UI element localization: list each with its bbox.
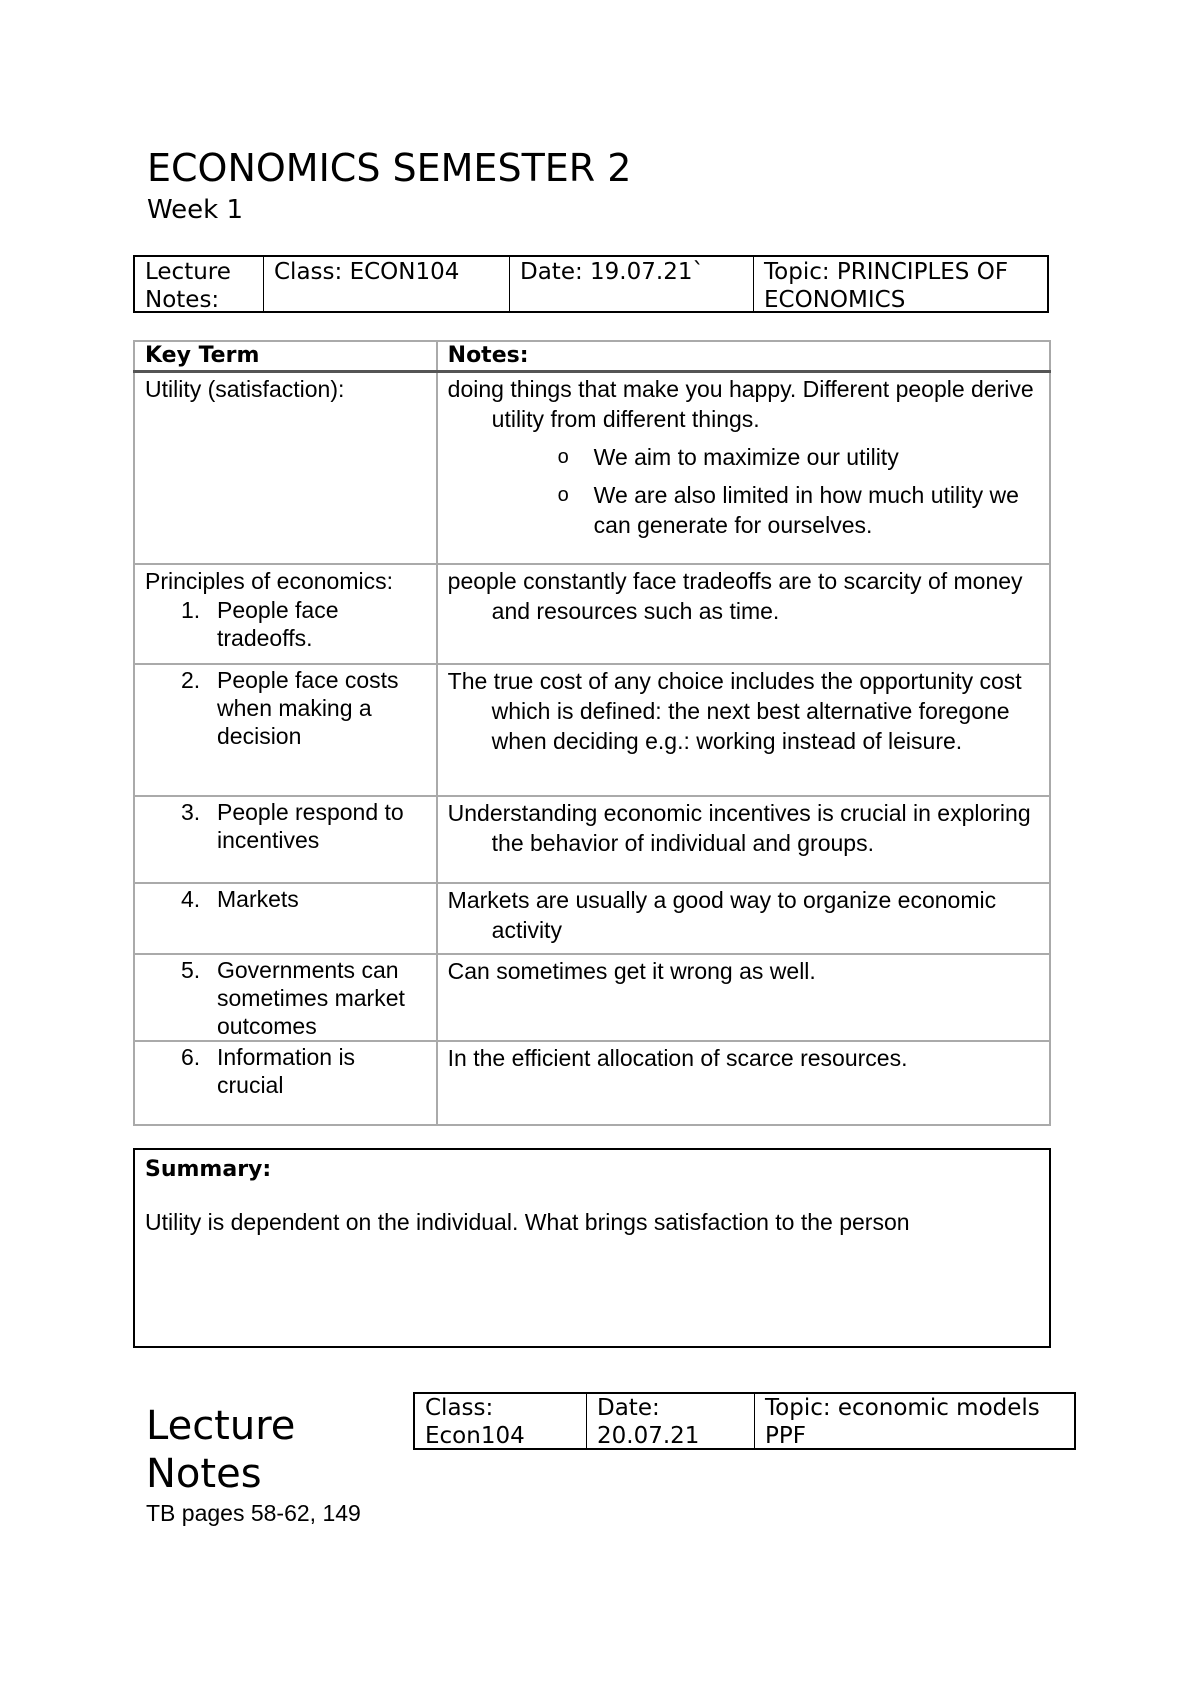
list-item <box>558 442 1039 472</box>
table-row <box>134 796 1050 883</box>
item-number: 6. <box>181 1043 201 1070</box>
summary-box <box>133 1148 1051 1348</box>
numbered-item <box>181 666 426 750</box>
summary-label: Summary: <box>145 1157 272 1182</box>
lecture-header-table <box>133 255 1049 313</box>
term-text: Governments can sometimes market outcomes <box>217 956 405 1039</box>
term-text: Markets <box>217 885 299 912</box>
note-text: The true cost of any choice includes the opportunity cost which is defined: the next best alternative foregone when deciding e.g.: working instead of leisure. <box>447 667 1022 754</box>
item-number: 3. <box>181 798 201 825</box>
table-row <box>134 564 1050 664</box>
term-text: Information is crucial <box>217 1043 356 1098</box>
note-text: Markets are usually a good way to organize economic activity <box>447 886 997 943</box>
numbered-item <box>181 596 426 652</box>
term-text: People respond to incentives <box>217 798 404 853</box>
term-cell <box>134 664 437 796</box>
term-cell <box>134 564 437 664</box>
key-term-header: Key Term <box>134 341 437 372</box>
hollow-circle-bullet-icon: o <box>557 484 569 506</box>
bullet-text: We aim to maximize our utility <box>593 444 899 470</box>
note-cell <box>437 1041 1050 1125</box>
table-row <box>134 1041 1050 1125</box>
note-cell <box>437 883 1050 954</box>
class-cell: Class: Econ104 <box>415 1394 587 1448</box>
item-number: 1. <box>181 596 201 623</box>
note-text: Can sometimes get it wrong as well. <box>447 957 816 984</box>
date-cell: Date: 20.07.21 <box>587 1394 755 1448</box>
note-text: people constantly face tradeoffs are to scarcity of money and resources such as time. <box>447 567 1023 624</box>
numbered-item <box>181 1043 426 1099</box>
notes-header: Notes: <box>437 341 1050 372</box>
list-item <box>558 480 1039 540</box>
item-number: 2. <box>181 666 201 693</box>
note-cell <box>437 796 1050 883</box>
term-cell <box>134 1041 437 1125</box>
note-text: Understanding economic incentives is crucial in exploring the behavior of individual and groups. <box>447 799 1031 856</box>
table-row <box>134 372 1050 564</box>
term-text: People face costs when making a decision <box>217 666 399 749</box>
note-cell <box>437 954 1050 1041</box>
note-cell <box>437 564 1050 664</box>
bullet-text: We are also limited in how much utility we can generate for ourselves. <box>593 482 1019 538</box>
date-cell: Date: 19.07.21` <box>510 257 754 311</box>
lecture-notes-heading: Lecture Notes <box>146 1403 296 1497</box>
textbook-pages: TB pages 58-62, 149 <box>146 1500 361 1526</box>
hollow-circle-bullet-icon: o <box>557 446 569 468</box>
page-title: ECONOMICS SEMESTER 2 <box>147 146 632 190</box>
note-text: doing things that make you happy. Different people derive utility from different things. <box>447 376 1034 432</box>
lecture-notes-cell: Lecture Notes: <box>135 257 264 311</box>
term-text: Utility (satisfaction): <box>145 376 345 402</box>
numbered-item <box>181 956 426 1040</box>
lecture-header-table-2 <box>413 1392 1076 1450</box>
term-text: People face tradeoffs. <box>217 596 339 651</box>
principles-heading: Principles of economics: <box>145 567 393 594</box>
numbered-item <box>181 798 426 854</box>
key-terms-table <box>133 340 1051 1126</box>
item-number: 4. <box>181 885 201 912</box>
topic-cell: Topic: PRINCIPLES OF ECONOMICS <box>764 259 1009 313</box>
term-cell <box>134 954 437 1041</box>
table-row <box>134 883 1050 954</box>
class-cell: Class: ECON104 <box>264 257 510 311</box>
numbered-item <box>181 885 426 913</box>
note-cell <box>437 372 1050 564</box>
term-cell <box>134 372 437 564</box>
table-header-row <box>134 341 1050 372</box>
summary-text: Utility is dependent on the individual. What brings satisfaction to the person <box>145 1209 910 1235</box>
table-row <box>134 954 1050 1041</box>
week-label: Week 1 <box>147 195 244 225</box>
term-cell <box>134 796 437 883</box>
item-number: 5. <box>181 956 201 983</box>
topic-cell: Topic: economic models PPF <box>765 1395 1040 1449</box>
table-row <box>134 664 1050 796</box>
note-cell <box>437 664 1050 796</box>
term-cell <box>134 883 437 954</box>
note-text: In the efficient allocation of scarce resources. <box>447 1044 908 1071</box>
